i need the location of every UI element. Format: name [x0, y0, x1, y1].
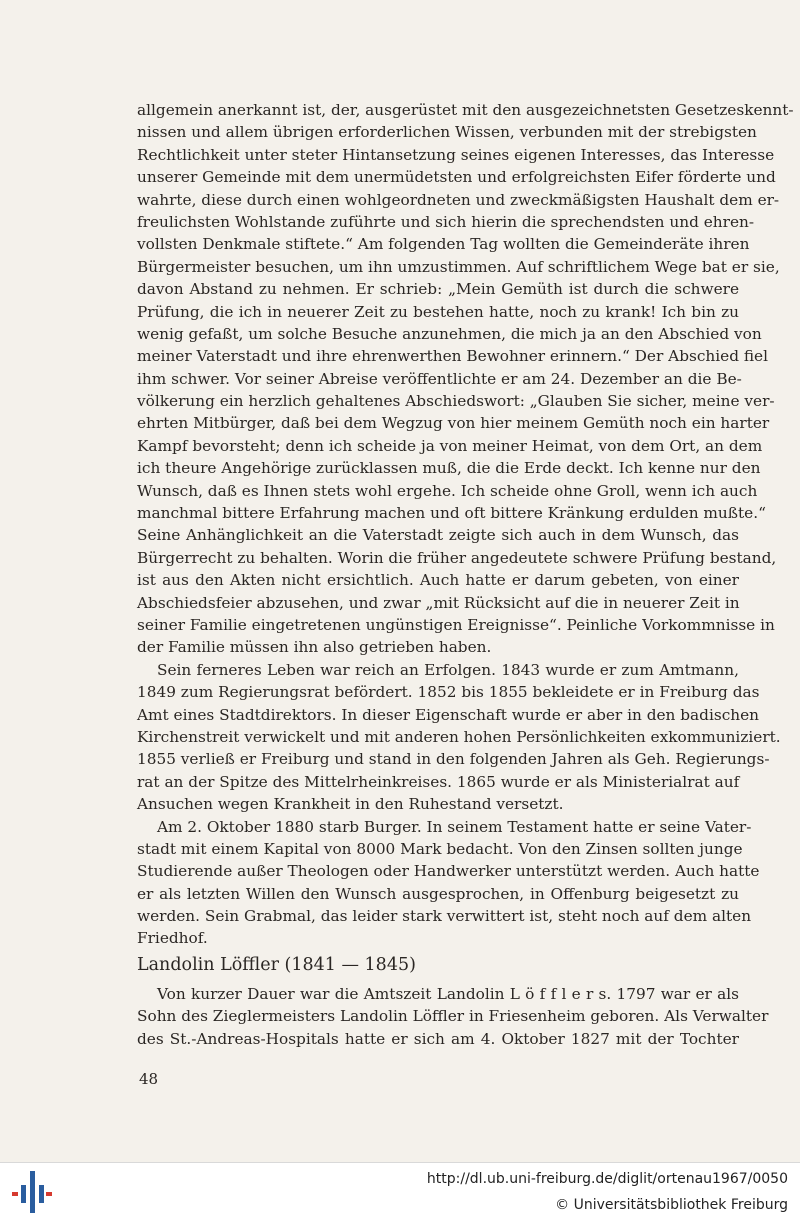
text-line: davon Abstand zu nehmen. Er schrieb: „Mein Gemüth ist durch die schwere [137, 280, 739, 299]
copyright-notice: © Universitätsbibliothek Freiburg [555, 1197, 788, 1213]
text-line: Ansuchen wegen Krankheit in den Ruhestand versetzt. [137, 795, 564, 814]
text-line: freulichsten Wohlstande zuführte und sich hierin die sprechendsten und ehren- [137, 212, 755, 231]
text-line: Amt eines Stadtdirektors. In dieser Eigenschaft wurde er aber in den badischen [137, 705, 760, 724]
text-line: der Familie müssen ihn also getrieben haben. [137, 638, 492, 657]
text-line: Sein ferneres Leben war reich an Erfolgen. 1843 wurde er zum Amtmann, [157, 660, 739, 679]
text-line: Am 2. Oktober 1880 starb Burger. In seinem Testament hatte er seine Vater- [157, 817, 752, 836]
section-heading: Landolin Löffler (1841 — 1845) [137, 955, 416, 975]
text-line: manchmal bittere Erfahrung machen und oft bittere Kränkung erdulden mußte.“ [137, 504, 766, 523]
text-line: allgemein anerkannt ist, der, ausgerüstet mit den ausgezeichnetsten Gesetzeskennt- [137, 101, 794, 119]
text-line: Kirchenstreit verwickelt und mit anderen hohen Persönlichkeiten exkommuniziert. [137, 727, 781, 746]
text-line: Wunsch, daß es Ihnen stets wohl ergehe. Ich scheide ohne Groll, wenn ich auch [137, 481, 758, 500]
text-line: des St.-Andreas-Hospitals hatte er sich am 4. Oktober 1827 mit der Tochter [137, 1029, 739, 1048]
text-line: unserer Gemeinde mit dem unermüdetsten und erfolgreichsten Eifer förderte und [137, 168, 776, 187]
text-line: Bürgermeister besuchen, um ihn umzustimmen. Auf schriftlichem Wege bat er sie, [137, 257, 780, 276]
text-line: Studierende außer Theologen oder Handwerker unterstützt werden. Auch hatte [137, 862, 760, 881]
text-line: Seine Anhänglichkeit an die Vaterstadt zeigte sich auch in dem Wunsch, das [137, 526, 739, 545]
text-line: werden. Sein Grabmal, das leider stark verwittert ist, steht noch auf dem alten [137, 907, 752, 926]
text-line: 1849 zum Regierungsrat befördert. 1852 bis 1855 bekleidete er in Freiburg das [137, 683, 760, 702]
footer-bar [0, 1162, 800, 1221]
text-line: Bürgerrecht zu behalten. Worin die früher angedeutete schwere Prüfung bestand, [137, 548, 777, 567]
page-number: 48 [139, 1070, 159, 1088]
text-line: Abschiedsfeier abzusehen, und zwar „mit Rücksicht auf die in neuerer Zeit in [137, 593, 740, 612]
text-line: meiner Vaterstadt und ihre ehrenwerthen Bewohner erinnern.“ Der Abschied fiel [137, 347, 768, 366]
text-line: völkerung ein herzlich gehaltenes Abschiedswort: „Glauben Sie sicher, meine ver- [137, 392, 775, 411]
text-line: ihm schwer. Vor seiner Abreise veröffentlichte er am 24. Dezember an die Be- [137, 369, 742, 388]
text-line: Sohn des Zieglermeisters Landolin Löffler in Friesenheim geboren. Als Verwalter [137, 1007, 769, 1026]
text-line: nissen und allem übrigen erforderlichen Wissen, verbunden mit der strebigsten [137, 123, 757, 142]
text-line: stadt mit einem Kapital von 8000 Mark bedacht. Von den Zinsen sollten junge [137, 839, 743, 858]
text-line: Von kurzer Dauer war die Amtszeit Landolin L ö f f l e r s. 1797 war er als [157, 985, 739, 1003]
text-line: er als letzten Willen den Wunsch ausgesprochen, in Offenburg beigesetzt zu [137, 884, 739, 903]
text-line: seiner Familie eingetretenen ungünstigen Ereignisse“. Peinliche Vorkommnisse in [137, 615, 775, 634]
text-line: Kampf bevorsteht; denn ich scheide ja von meiner Heimat, von dem Ort, an dem [137, 436, 763, 455]
text-line: ist aus den Akten nicht ersichtlich. Auch hatte er darum gebeten, von einer [137, 571, 739, 590]
text-line: wenig gefaßt, um solche Besuche anzunehmen, die mich ja an den Abschied von [137, 324, 762, 343]
source-url-link[interactable]: http://dl.ub.uni-freiburg.de/diglit/ortenau1967/0050 [426, 1171, 788, 1187]
text-line: rat an der Spitze des Mittelrheinkreises. 1865 wurde er als Ministerialrat auf [137, 772, 740, 791]
text-line: 1855 verließ er Freiburg und stand in den folgenden Jahren als Geh. Regierungs- [137, 750, 770, 769]
body-text [137, 99, 794, 950]
text-line: ehrten Mitbürger, daß bei dem Wegzug von hier meinem Gemüth noch ein harter [137, 414, 770, 433]
text-line: Prüfung, die ich in neuerer Zeit zu bestehen hatte, noch zu krank! Ich bin zu [137, 302, 739, 321]
section-text [137, 983, 769, 1050]
text-line: vollsten Denkmale stiftete.“ Am folgenden Tag wollten die Gemeinderäte ihren [137, 235, 750, 254]
text-line: Friedhof. [137, 929, 208, 948]
text-line: wahrte, diese durch einen wohlgeordneten und zweckmäßigsten Haushalt dem er- [137, 190, 780, 209]
text-line: Rechtlichkeit unter steter Hintansetzung seines eigenen Interesses, das Interesse [137, 145, 775, 164]
ub-freiburg-logo-icon [12, 1169, 52, 1215]
text-line: ich theure Angehörige zurücklassen muß, die die Erde deckt. Ich kenne nur den [137, 459, 761, 478]
